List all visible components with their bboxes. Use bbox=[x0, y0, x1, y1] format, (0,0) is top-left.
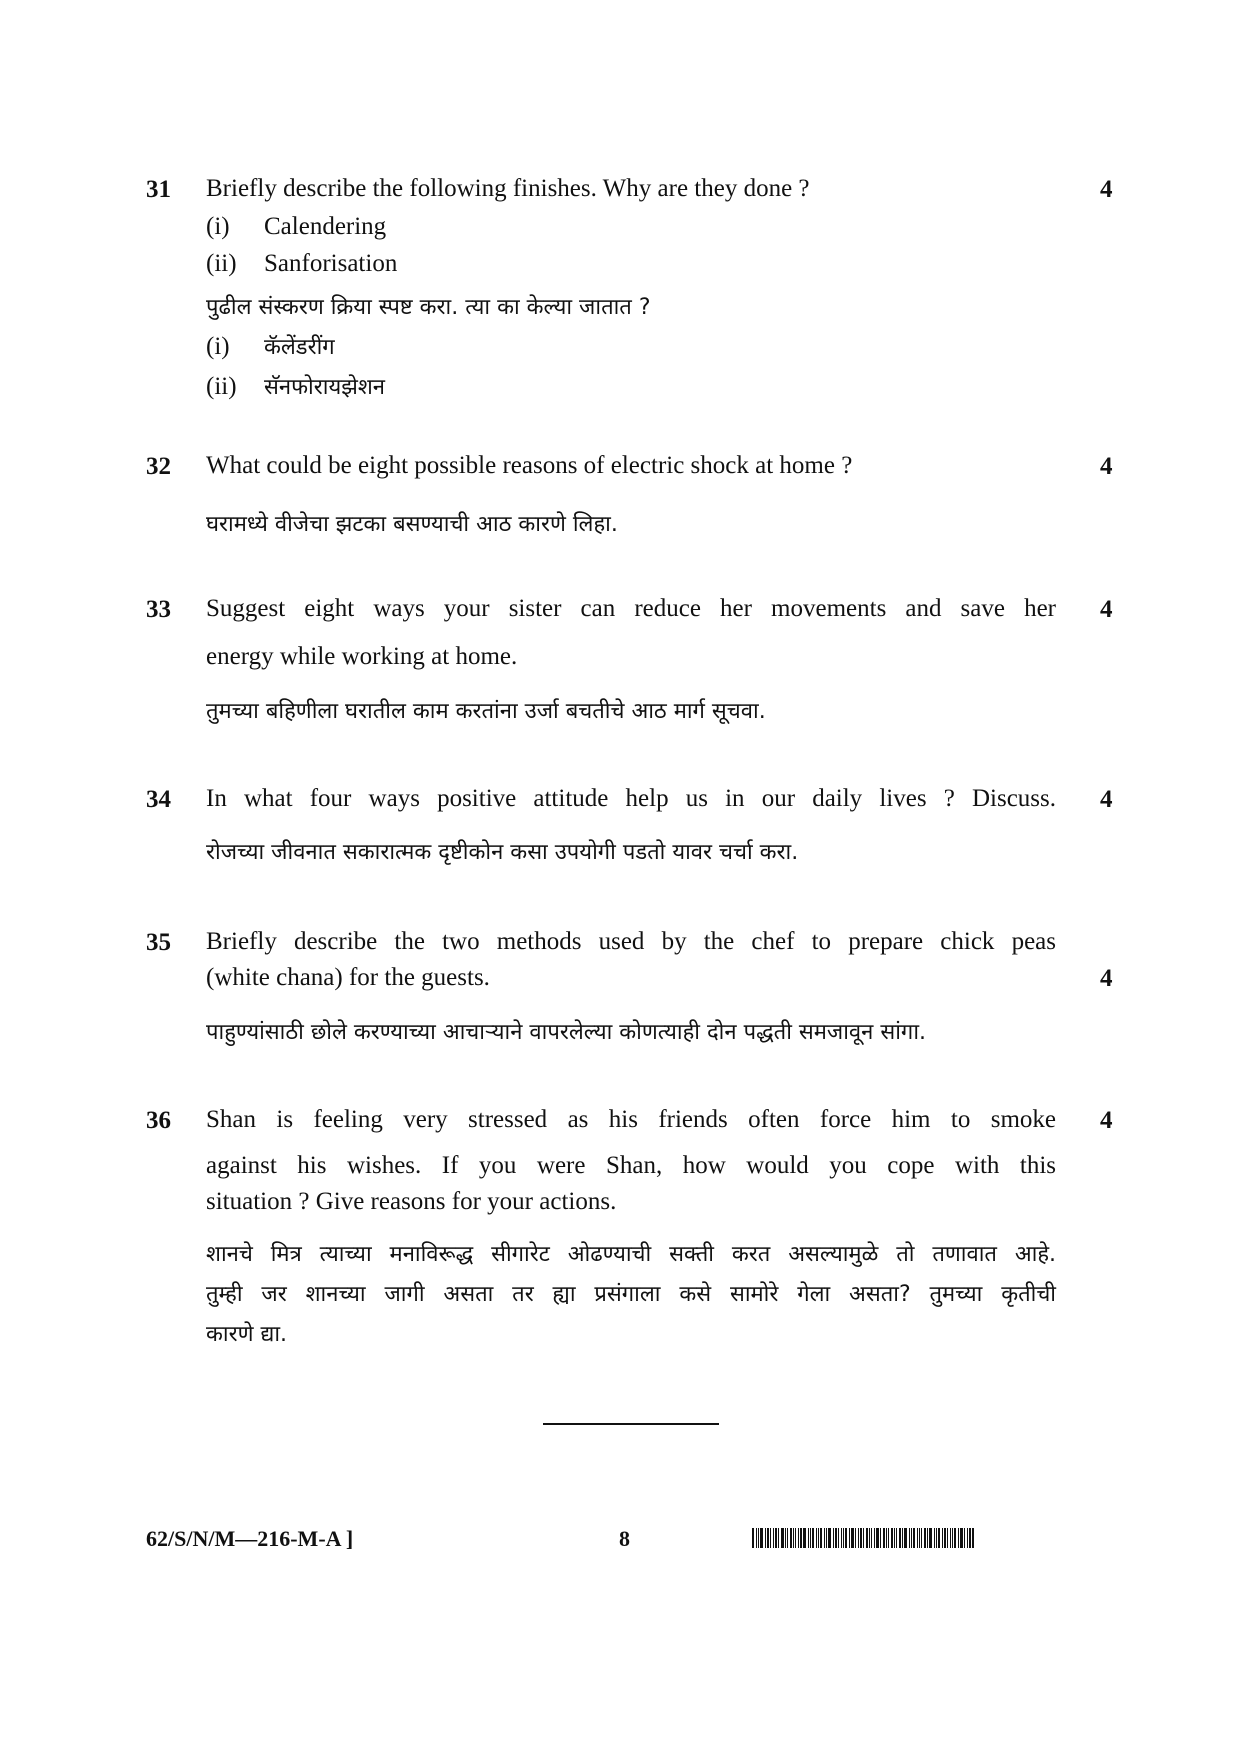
question-number: 34 bbox=[146, 786, 171, 813]
barcode-bar bbox=[752, 1528, 754, 1548]
sub-item-number: (ii) bbox=[206, 373, 237, 400]
barcode-bar bbox=[888, 1528, 889, 1548]
question-marks: 4 bbox=[1100, 453, 1113, 480]
barcode-bar bbox=[820, 1528, 822, 1548]
question-text-marathi: कारणे द्या. bbox=[206, 1322, 288, 1347]
question-text-english: Shan is feeling very stressed as his friends often force him to smoke bbox=[206, 1106, 1056, 1133]
barcode-bar bbox=[767, 1528, 769, 1548]
barcode-bar bbox=[812, 1528, 814, 1548]
sub-item-text: सॅनफोरायझेशन bbox=[264, 375, 386, 400]
barcode-bar bbox=[835, 1528, 837, 1548]
barcode-bar bbox=[899, 1528, 901, 1548]
barcode-bar bbox=[947, 1528, 948, 1548]
barcode-bar bbox=[851, 1528, 854, 1548]
barcode-bar bbox=[927, 1528, 928, 1548]
question-text-english: What could be eight possible reasons of electric shock at home ? bbox=[206, 452, 853, 479]
sub-item bbox=[206, 213, 386, 241]
barcode-bar bbox=[787, 1528, 788, 1548]
question-text-marathi: शानचे मित्र त्याच्या मनाविरूद्ध सीगारेट ओढण्याची सक्ती करत असल्यामुळे तो तणावात आहे. bbox=[206, 1242, 1056, 1267]
barcode-bar bbox=[944, 1528, 946, 1548]
barcode-bar bbox=[838, 1528, 839, 1548]
question-text-marathi: घरामध्ये वीजेचा झटका बसण्याची आठ कारणे लिहा. bbox=[206, 512, 618, 537]
barcode-bar bbox=[781, 1528, 784, 1548]
barcode-bar bbox=[756, 1528, 757, 1548]
barcode-bar bbox=[952, 1528, 953, 1548]
barcode-bar bbox=[942, 1528, 943, 1548]
question-text-english: situation ? Give reasons for your actions. bbox=[206, 1188, 617, 1215]
barcode-bar bbox=[818, 1528, 819, 1548]
sub-item-text: Sanforisation bbox=[264, 250, 398, 277]
barcode-bar bbox=[810, 1528, 811, 1548]
question-marks: 4 bbox=[1100, 965, 1113, 992]
barcode-bar bbox=[967, 1528, 968, 1548]
barcode-bar bbox=[803, 1528, 806, 1548]
barcode-bar bbox=[958, 1528, 959, 1548]
barcode-bar bbox=[824, 1528, 825, 1548]
barcode-bar bbox=[917, 1528, 918, 1548]
barcode-bar bbox=[896, 1528, 897, 1548]
barcode-bar bbox=[760, 1528, 763, 1548]
barcode-bar bbox=[775, 1528, 777, 1548]
barcode-bar bbox=[909, 1528, 910, 1548]
barcode-bar bbox=[913, 1528, 915, 1548]
question-number: 31 bbox=[146, 176, 171, 203]
barcode-bar bbox=[894, 1528, 895, 1548]
barcode-bar bbox=[919, 1528, 920, 1548]
barcode-bar bbox=[849, 1528, 850, 1548]
barcode-bar bbox=[765, 1528, 766, 1548]
question-text-english: Suggest eight ways your sister can reduce her movements and save her bbox=[206, 595, 1056, 622]
page-number: 8 bbox=[619, 1526, 630, 1551]
sub-item-number: (i) bbox=[206, 333, 230, 360]
barcode-bar bbox=[880, 1528, 881, 1548]
barcode-bar bbox=[800, 1528, 802, 1548]
barcode-bar bbox=[860, 1528, 862, 1548]
sub-item-text: Calendering bbox=[264, 213, 387, 240]
barcode bbox=[752, 1528, 976, 1548]
sub-item-number: (i) bbox=[206, 213, 230, 240]
barcode-bar bbox=[886, 1528, 887, 1548]
barcode-bar bbox=[891, 1528, 893, 1548]
question-text-english: Briefly describe the two methods used by the chef to prepare chick peas bbox=[206, 928, 1056, 955]
barcode-bar bbox=[795, 1528, 796, 1548]
barcode-bar bbox=[790, 1528, 792, 1548]
question-number: 33 bbox=[146, 596, 171, 623]
sub-item bbox=[206, 371, 385, 401]
barcode-bar bbox=[793, 1528, 794, 1548]
barcode-bar bbox=[904, 1528, 907, 1548]
barcode-bar bbox=[950, 1528, 951, 1548]
barcode-bar bbox=[869, 1528, 870, 1548]
question-number: 32 bbox=[146, 453, 171, 480]
barcode-bar bbox=[785, 1528, 786, 1548]
barcode-bar bbox=[866, 1528, 868, 1548]
barcode-bar bbox=[911, 1528, 912, 1548]
barcode-bar bbox=[954, 1528, 956, 1548]
barcode-bar bbox=[843, 1528, 844, 1548]
barcode-bar bbox=[770, 1528, 771, 1548]
barcode-bar bbox=[798, 1528, 799, 1548]
barcode-bar bbox=[936, 1528, 937, 1548]
sub-item bbox=[206, 250, 397, 278]
question-marks: 4 bbox=[1100, 1107, 1113, 1134]
barcode-bar bbox=[883, 1528, 885, 1548]
barcode-bar bbox=[841, 1528, 842, 1548]
barcode-bar bbox=[826, 1528, 827, 1548]
question-text-marathi: तुमच्या बहिणीला घरातील काम करतांना उर्जा बचतीचे आठ मार्ग सूचवा. bbox=[206, 699, 766, 724]
question-text-english: (white chana) for the guests. bbox=[206, 964, 490, 991]
barcode-bar bbox=[858, 1528, 859, 1548]
barcode-bar bbox=[876, 1528, 879, 1548]
barcode-bar bbox=[778, 1528, 779, 1548]
question-text-marathi: पाहुण्यांसाठी छोले करण्याच्या आचाऱ्याने वापरलेल्या कोणत्याही दोन पद्धती समजावून सांगा. bbox=[206, 1020, 927, 1045]
question-marks: 4 bbox=[1100, 596, 1113, 623]
question-text-marathi: रोजच्या जीवनात सकारात्मक दृष्टीकोन कसा उपयोगी पडतो यावर चर्चा करा. bbox=[206, 840, 799, 865]
barcode-bar bbox=[921, 1528, 922, 1548]
barcode-bar bbox=[845, 1528, 847, 1548]
barcode-bar bbox=[863, 1528, 864, 1548]
barcode-bar bbox=[871, 1528, 872, 1548]
barcode-bar bbox=[855, 1528, 856, 1548]
question-text-english: against his wishes. If you were Shan, how would you cope with this bbox=[206, 1152, 1056, 1179]
barcode-bar bbox=[828, 1528, 831, 1548]
sub-item-text: कॅलेंडरींग bbox=[264, 335, 335, 360]
barcode-bar bbox=[969, 1528, 971, 1548]
paper-code: 62/S/N/M—216-M-A ] bbox=[146, 1526, 354, 1551]
end-divider bbox=[543, 1423, 719, 1425]
question-marks: 4 bbox=[1100, 786, 1113, 813]
barcode-bar bbox=[972, 1528, 974, 1548]
barcode-bar bbox=[964, 1528, 965, 1548]
question-text-marathi: तुम्ही जर शानच्या जागी असता तर ह्या प्रसंगाला कसे सामोरे गेला असता? तुमच्या कृतीची bbox=[206, 1282, 1056, 1307]
question-text-english: In what four ways positive attitude help us in our daily lives ? Discuss. bbox=[206, 785, 1056, 812]
sub-item-number: (ii) bbox=[206, 250, 237, 277]
question-text-marathi: पुढील संस्करण क्रिया स्पष्ट करा. त्या का केल्या जातात ? bbox=[206, 295, 651, 320]
barcode-bar bbox=[924, 1528, 926, 1548]
question-number: 36 bbox=[146, 1107, 171, 1134]
barcode-bar bbox=[808, 1528, 809, 1548]
barcode-bar bbox=[833, 1528, 834, 1548]
barcode-bar bbox=[934, 1528, 935, 1548]
question-text-english: Briefly describe the following finishes. Why are they done ? bbox=[206, 175, 810, 202]
barcode-bar bbox=[929, 1528, 932, 1548]
barcode-bar bbox=[758, 1528, 759, 1548]
question-marks: 4 bbox=[1100, 176, 1113, 203]
question-number: 35 bbox=[146, 929, 171, 956]
sub-item bbox=[206, 331, 335, 361]
barcode-bar bbox=[816, 1528, 817, 1548]
barcode-bar bbox=[938, 1528, 940, 1548]
barcode-bar bbox=[773, 1528, 774, 1548]
barcode-bar bbox=[902, 1528, 903, 1548]
question-text-english: energy while working at home. bbox=[206, 643, 518, 670]
barcode-bar bbox=[874, 1528, 875, 1548]
barcode-bar bbox=[960, 1528, 963, 1548]
